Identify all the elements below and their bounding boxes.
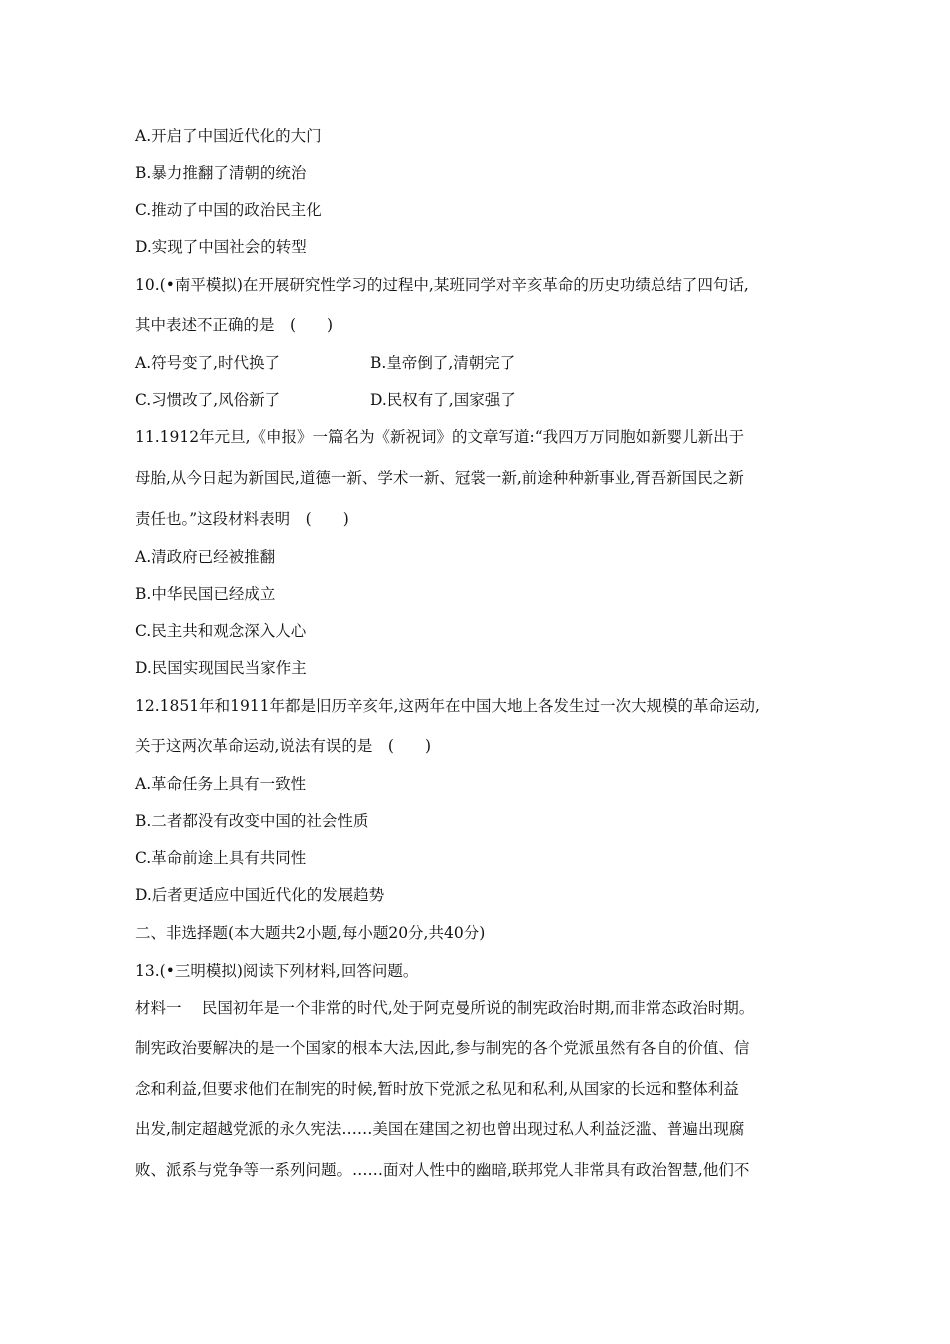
q13-material1-line3: 念和利益,但要求他们在制宪的时候,暂时放下党派之私见和私利,从国家的长远和整体利益 — [135, 1080, 739, 1098]
q10-option-a: A.符号变了,时代换了 — [135, 354, 281, 372]
q10-option-b: B.皇帝倒了,清朝完了 — [370, 354, 516, 372]
q11-option-a: A.清政府已经被推翻 — [135, 548, 276, 566]
q13-material1-line4: 出发,制定超越党派的永久宪法……美国在建国之初也曾出现过私人利益泛滥、普遍出现腐 — [135, 1120, 745, 1138]
q13-material1-line2: 制宪政治要解决的是一个国家的根本大法,因此,参与制宪的各个党派虽然有各自的价值、信 — [135, 1039, 750, 1057]
q12-option-c: C.革命前途上具有共同性 — [135, 849, 307, 867]
q11-option-d: D.民国实现国民当家作主 — [135, 659, 307, 677]
q10-option-c: C.习惯改了,风俗新了 — [135, 391, 281, 409]
q13-material1-line1: 材料一 民国初年是一个非常的时代,处于阿克曼所说的制宪政治时期,而非常态政治时期。 — [135, 999, 755, 1017]
q11-stem-line3: 责任也。”这段材料表明 ( ) — [135, 510, 349, 528]
q11-stem-line2: 母胎,从今日起为新国民,道德一新、学术一新、冠裳一新,前途种种新事业,胥吾新国民之新 — [135, 469, 744, 487]
q9-option-b: B.暴力推翻了清朝的统治 — [135, 164, 307, 182]
q12-option-a: A.革命任务上具有一致性 — [135, 775, 307, 793]
q12-option-d: D.后者更适应中国近代化的发展趋势 — [135, 886, 385, 904]
q11-option-b: B.中华民国已经成立 — [135, 585, 276, 603]
q10-stem-line1: 10.(•南平模拟)在开展研究性学习的过程中,某班同学对辛亥革命的历史功绩总结了四句话, — [135, 276, 749, 294]
q12-stem-line1: 12.1851年和1911年都是旧历辛亥年,这两年在中国大地上各发生过一次大规模的革命运动, — [135, 697, 760, 715]
q9-option-c: C.推动了中国的政治民主化 — [135, 201, 322, 219]
q13-stem: 13.(•三明模拟)阅读下列材料,回答问题。 — [135, 962, 419, 980]
q11-stem-line1: 11.1912年元旦,《申报》一篇名为《新祝词》的文章写道:“我四万万同胞如新婴儿新出于 — [135, 428, 745, 446]
q13-material1-line5: 败、派系与党争等一系列问题。……面对人性中的幽暗,联邦党人非常具有政治智慧,他们不 — [135, 1161, 750, 1179]
q10-option-d: D.民权有了,国家强了 — [370, 391, 516, 409]
q10-stem-line2: 其中表述不正确的是 ( ) — [135, 316, 334, 334]
q12-option-b: B.二者都没有改变中国的社会性质 — [135, 812, 369, 830]
q11-option-c: C.民主共和观念深入人心 — [135, 622, 307, 640]
q12-stem-line2: 关于这两次革命运动,说法有误的是 ( ) — [135, 737, 432, 755]
section-heading: 二、非选择题(本大题共2小题,每小题20分,共40分) — [135, 924, 486, 942]
q9-option-d: D.实现了中国社会的转型 — [135, 238, 307, 256]
q9-option-a: A.开启了中国近代化的大门 — [135, 127, 322, 145]
